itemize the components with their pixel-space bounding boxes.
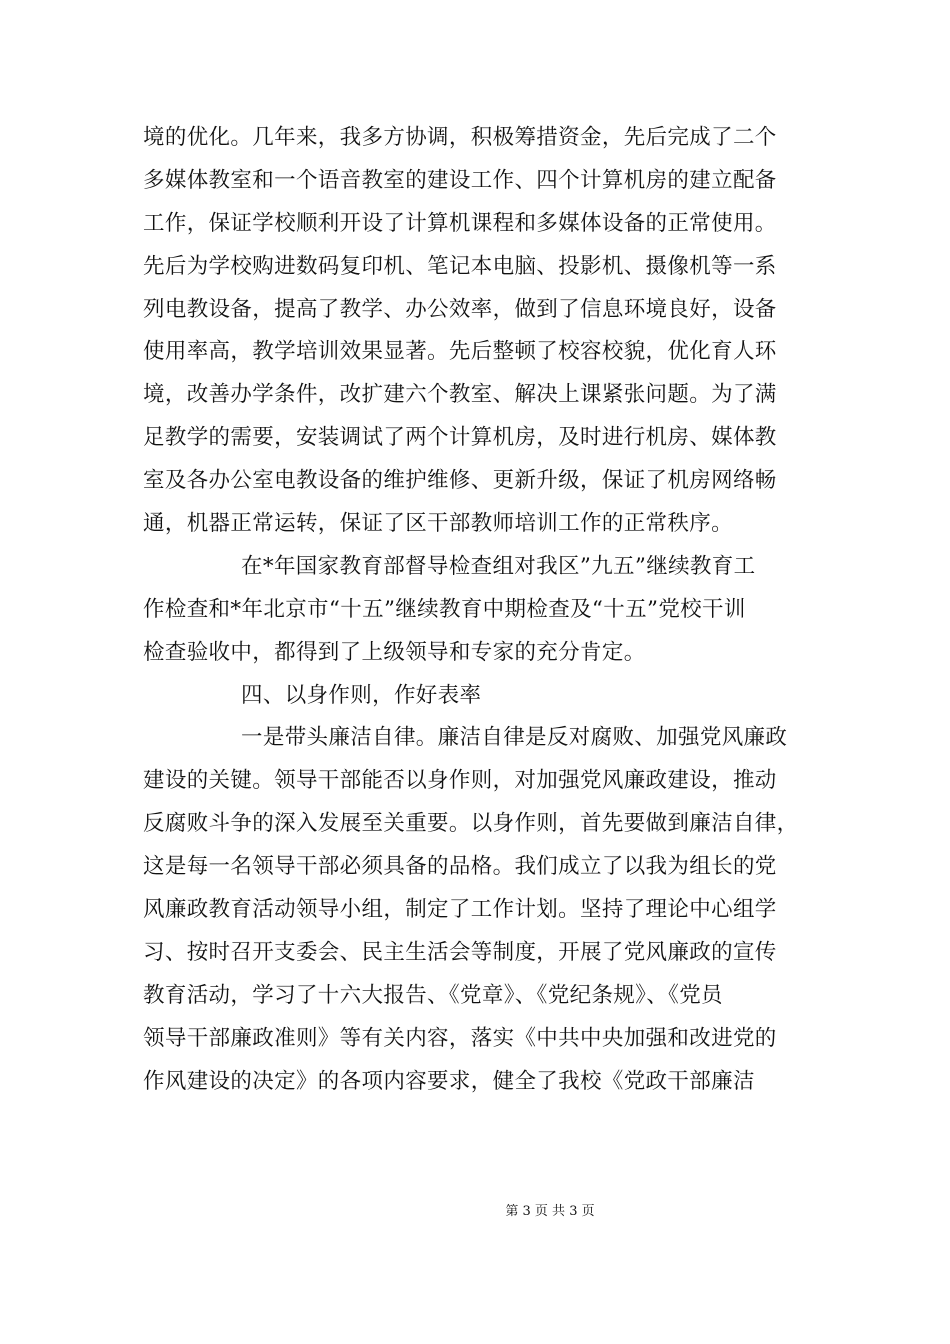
text-line: 风廉政教育活动领导小组，制定了工作计划。坚持了理论中心组学 <box>143 897 777 923</box>
text-line: 作检查和*年北京市“十五”继续教育中期检查及“十五”党校干训 <box>143 596 746 622</box>
text-line: 检查验收中，都得到了上级领导和专家的充分肯定。 <box>143 639 646 665</box>
text-line: 作风建设的决定》的各项内容要求，健全了我校《党政干部廉洁 <box>143 1068 755 1094</box>
paragraph-start-line: 在*年国家教育部督导检查组对我区”九五”继续教育工 <box>241 553 756 579</box>
section-heading: 四、以身作则，作好表率 <box>241 682 482 708</box>
text-line: 使用率高，教学培训效果显著。先后整顿了校容校貌，优化育人环 <box>143 339 777 365</box>
paragraph-start-line: 一是带头廉洁自律。廉洁自律是反对腐败、加强党风廉政 <box>241 725 788 751</box>
page-number-footer: 第 3 页 共 3 页 <box>505 1204 595 1219</box>
text-line: 通，机器正常运转，保证了区干部教师培训工作的正常秩序。 <box>143 511 733 537</box>
text-line: 反腐败斗争的深入发展至关重要。以身作则，首先要做到廉洁自律， <box>143 811 799 837</box>
text-line: 室及各办公室电教设备的维护维修、更新升级，保证了机房网络畅 <box>143 468 777 494</box>
text-line: 习、按时召开支委会、民主生活会等制度，开展了党风廉政的宣传 <box>143 939 777 965</box>
text-line: 建设的关键。领导干部能否以身作则，对加强党风廉政建设，推动 <box>143 768 777 794</box>
text-line: 工作，保证学校顺利开设了计算机课程和多媒体设备的正常使用。 <box>143 210 777 236</box>
text-line: 列电教设备，提高了教学、办公效率，做到了信息环境良好，设备 <box>143 296 777 322</box>
text-line: 境，改善办学条件，改扩建六个教室、解决上课紧张问题。为了满 <box>143 382 777 408</box>
text-line: 这是每一名领导干部必须具备的品格。我们成立了以我为组长的党 <box>143 854 777 880</box>
body-text <box>143 117 825 1103</box>
text-line: 领导干部廉政准则》等有关内容，落实《中共中央加强和改进党的 <box>143 1025 777 1051</box>
text-line: 境的优化。几年来，我多方协调，积极筹措资金，先后完成了二个 <box>143 125 777 150</box>
text-line: 足教学的需要，安装调试了两个计算机房，及时进行机房、媒体教 <box>143 425 777 451</box>
text-line: 教育活动，学习了十六大报告、《党章》、《党纪条规》、《党员 <box>143 982 723 1008</box>
text-line: 先后为学校购进数码复印机、笔记本电脑、投影机、摄像机等一系 <box>143 253 777 279</box>
text-line: 多媒体教室和一个语音教室的建设工作、四个计算机房的建立配备 <box>143 167 777 193</box>
